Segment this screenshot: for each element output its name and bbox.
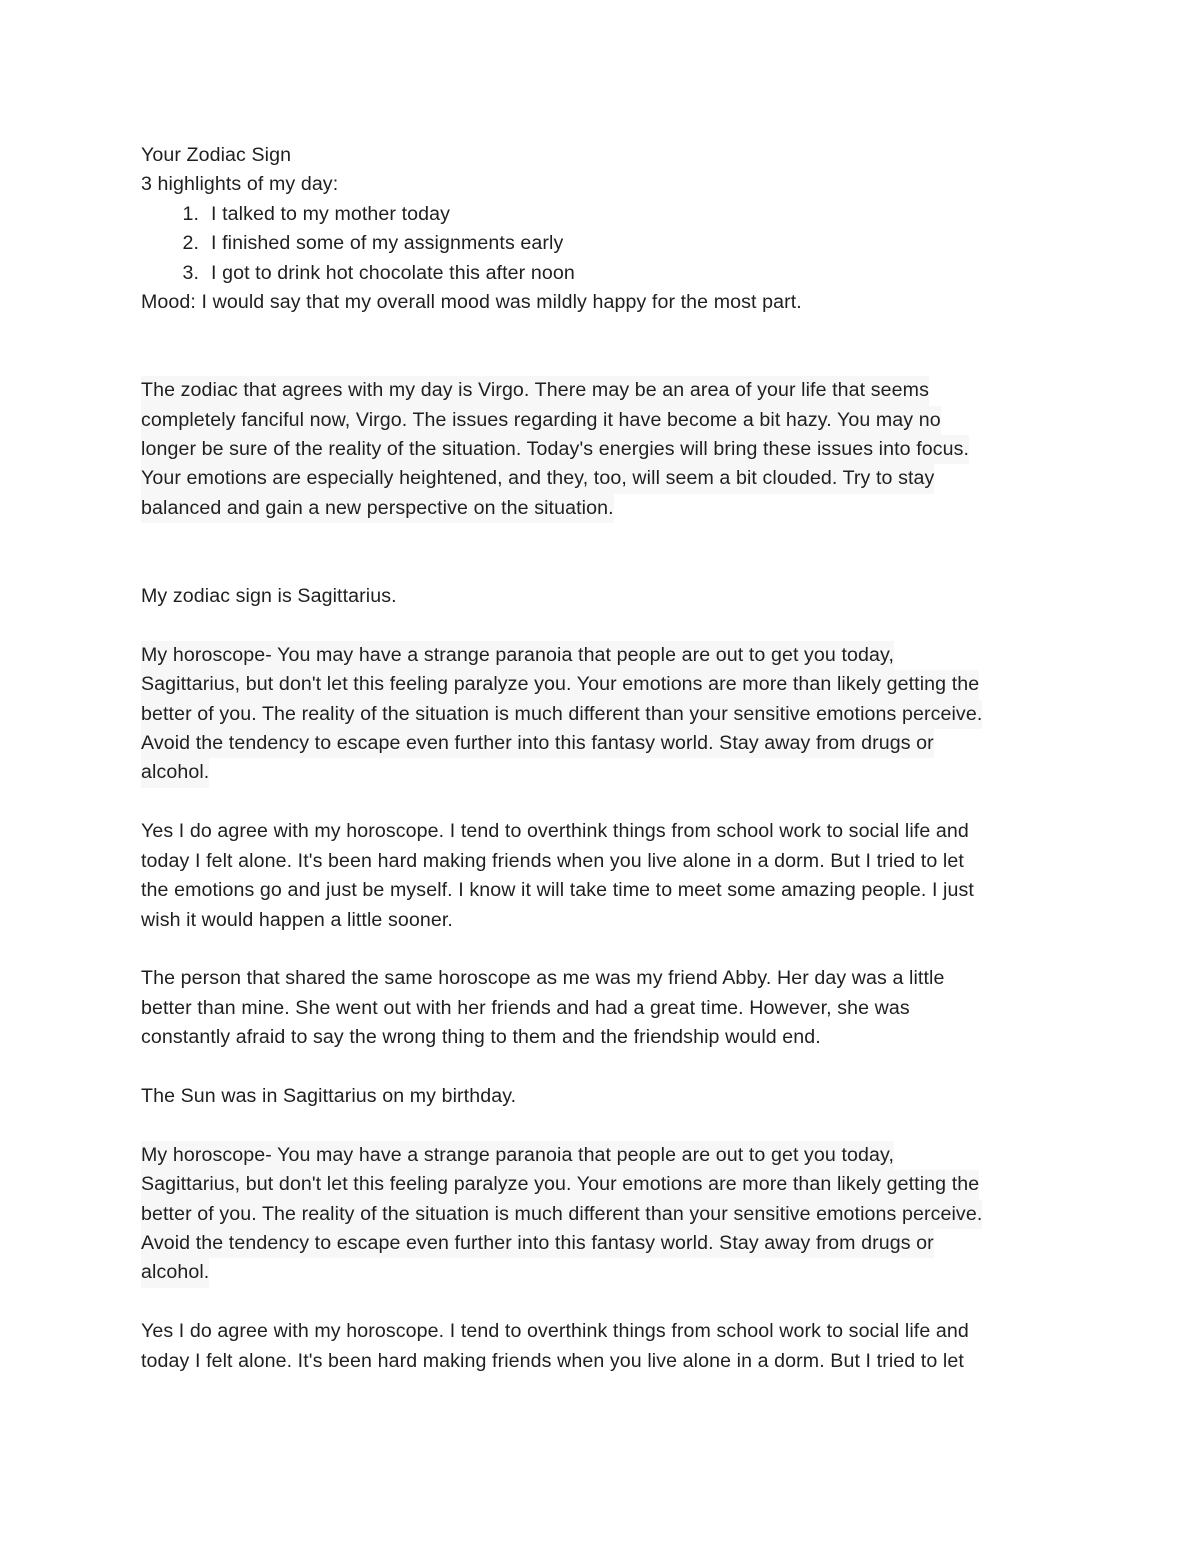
list-item-text: I got to drink hot chocolate this after noon [211,261,575,284]
paragraph-line: better of you. The reality of the situation is much different than your sensitive emotions perceive. [141,1200,982,1229]
paragraph-line: wish it would happen a little sooner. [141,908,453,931]
paragraph-line: Yes I do agree with my horoscope. I tend to overthink things from school work to social life and [141,820,969,843]
paragraph-line: Sagittarius, but don't let this feeling paralyze you. Your emotions are more than likely getting the [141,670,979,699]
paragraph-line: The person that shared the same horoscope as me was my friend Abby. Her day was a little [141,967,945,990]
list-number: 1. [182,202,199,225]
paragraph-line: Sagittarius, but don't let this feeling paralyze you. Your emotions are more than likely getting the [141,1170,979,1199]
agree-paragraph-1 [141,817,1071,935]
paragraph-line: The zodiac that agrees with my day is Virgo. There may be an area of your life that seems [141,376,929,405]
list-item-text: I finished some of my assignments early [211,232,564,255]
paragraph-line: My horoscope- You may have a strange paranoia that people are out to get you today, [141,641,894,670]
paragraph-line: alcohol. [141,758,209,787]
paragraph-line: balanced and gain a new perspective on the situation. [141,494,614,523]
list-item [141,229,1071,258]
paragraph-line: today I felt alone. It's been hard making friends when you live alone in a dorm. But I tried to let [141,1349,964,1372]
list-number: 3. [182,261,199,284]
paragraph-line: better than mine. She went out with her friends and had a great time. However, she was [141,996,910,1019]
document-title: Your Zodiac Sign [141,144,292,166]
list-number: 2. [182,232,199,255]
agree-paragraph-2 [141,1317,1071,1376]
paragraph-line: Avoid the tendency to escape even further into this fantasy world. Stay away from drugs or [141,1229,934,1258]
paragraph-line: better of you. The reality of the situation is much different than your sensitive emotions perceive. [141,700,982,729]
my-sign-line: My zodiac sign is Sagittarius. [141,585,397,608]
highlights-list [141,200,1071,288]
horoscope-paragraph-2 [141,1141,1071,1288]
mood-line: Mood: I would say that my overall mood was mildly happy for the most part. [141,291,802,314]
list-item-text: I talked to my mother today [211,202,451,225]
paragraph-line: alcohol. [141,1258,209,1287]
document-body [141,141,1071,1376]
highlights-heading: 3 highlights of my day: [141,173,339,196]
paragraph-line: Yes I do agree with my horoscope. I tend to overthink things from school work to social life and [141,1320,969,1343]
abby-paragraph [141,964,1071,1052]
paragraph-line: longer be sure of the reality of the situation. Today's energies will bring these issues into focus. [141,435,969,464]
virgo-paragraph [141,376,1071,523]
paragraph-line: today I felt alone. It's been hard making friends when you live alone in a dorm. But I tried to let [141,849,964,872]
list-item [141,259,1071,288]
sun-sign-line: The Sun was in Sagittarius on my birthday. [141,1084,517,1107]
horoscope-paragraph-1 [141,641,1071,788]
list-item [141,200,1071,229]
paragraph-line: constantly afraid to say the wrong thing to them and the friendship would end. [141,1026,821,1049]
paragraph-line: Your emotions are especially heightened, and they, too, will seem a bit clouded. Try to stay [141,464,934,493]
paragraph-line: My horoscope- You may have a strange paranoia that people are out to get you today, [141,1141,894,1170]
paragraph-line: Avoid the tendency to escape even further into this fantasy world. Stay away from drugs or [141,729,934,758]
paragraph-line: completely fanciful now, Virgo. The issues regarding it have become a bit hazy. You may no [141,406,941,435]
paragraph-line: the emotions go and just be myself. I know it will take time to meet some amazing people. I just [141,879,974,902]
